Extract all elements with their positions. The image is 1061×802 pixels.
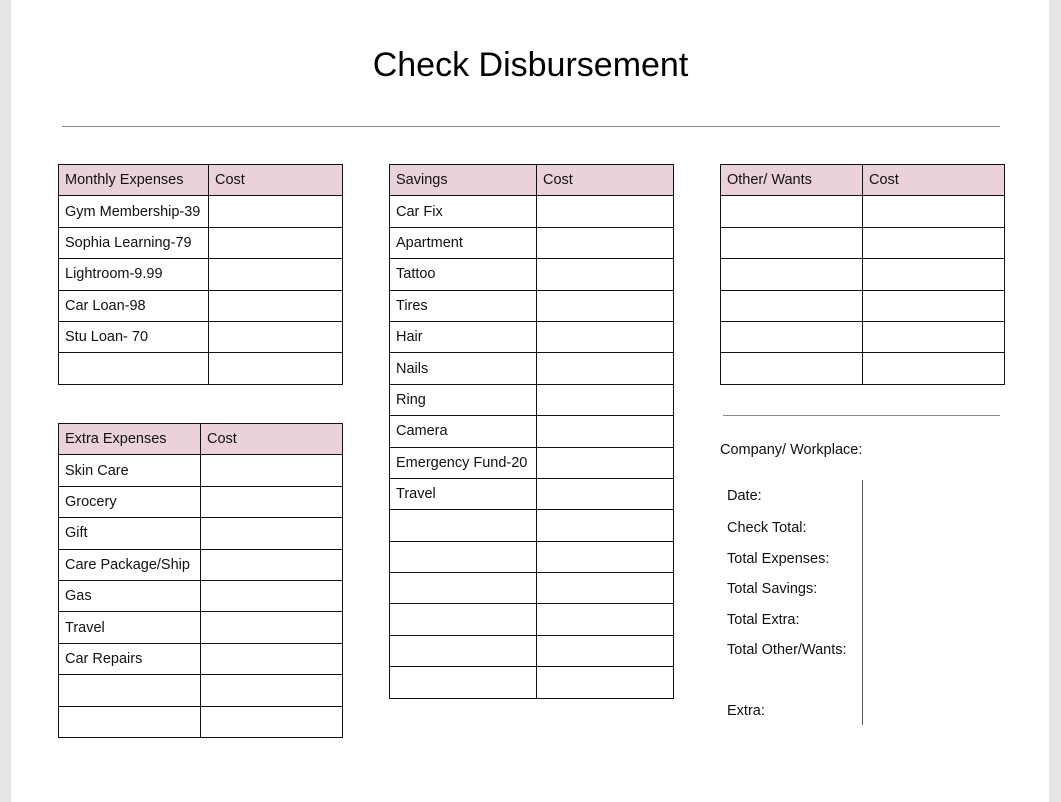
cost-cell[interactable] bbox=[201, 580, 343, 611]
item-cell[interactable]: Camera bbox=[390, 416, 537, 447]
header-cost: Cost bbox=[201, 424, 343, 455]
item-cell[interactable] bbox=[390, 510, 537, 541]
item-cell[interactable]: Car Fix bbox=[390, 196, 537, 227]
table-row bbox=[390, 447, 674, 478]
item-cell[interactable] bbox=[721, 196, 863, 227]
item-cell[interactable]: Car Loan-98 bbox=[59, 290, 209, 321]
cost-cell[interactable] bbox=[863, 321, 1005, 352]
cost-cell[interactable] bbox=[537, 510, 674, 541]
cost-cell[interactable] bbox=[209, 290, 343, 321]
table-row bbox=[390, 541, 674, 572]
table-row bbox=[59, 259, 343, 290]
item-cell[interactable]: Gym Membership-39 bbox=[59, 196, 209, 227]
cost-cell[interactable] bbox=[863, 196, 1005, 227]
item-cell[interactable]: Tattoo bbox=[390, 259, 537, 290]
table-row bbox=[390, 321, 674, 352]
cost-cell[interactable] bbox=[863, 290, 1005, 321]
item-cell[interactable] bbox=[390, 635, 537, 666]
summary-vertical-divider bbox=[862, 480, 863, 725]
header-cost: Cost bbox=[209, 165, 343, 196]
header-cost: Cost bbox=[537, 165, 674, 196]
total-other-label: Total Other/Wants: bbox=[727, 642, 847, 658]
table-row bbox=[721, 196, 1005, 227]
cost-cell[interactable] bbox=[537, 635, 674, 666]
cost-cell[interactable] bbox=[537, 384, 674, 415]
other-wants-table bbox=[720, 164, 1005, 385]
item-cell[interactable] bbox=[721, 227, 863, 258]
item-cell[interactable] bbox=[721, 290, 863, 321]
item-cell[interactable]: Skin Care bbox=[59, 455, 201, 486]
cost-cell[interactable] bbox=[201, 486, 343, 517]
cost-cell[interactable] bbox=[209, 321, 343, 352]
header-item: Other/ Wants bbox=[721, 165, 863, 196]
table-row bbox=[390, 478, 674, 509]
item-cell[interactable] bbox=[721, 321, 863, 352]
table-row bbox=[390, 384, 674, 415]
table-header-row bbox=[59, 165, 343, 196]
item-cell[interactable]: Apartment bbox=[390, 227, 537, 258]
cost-cell[interactable] bbox=[201, 518, 343, 549]
cost-cell[interactable] bbox=[537, 259, 674, 290]
cost-cell[interactable] bbox=[201, 455, 343, 486]
table-row bbox=[721, 290, 1005, 321]
cost-cell[interactable] bbox=[537, 541, 674, 572]
table-row bbox=[390, 604, 674, 635]
table-row bbox=[721, 259, 1005, 290]
summary-divider bbox=[723, 415, 1000, 416]
table-row bbox=[59, 518, 343, 549]
date-label: Date: bbox=[727, 488, 762, 504]
table-row bbox=[59, 643, 343, 674]
cost-cell[interactable] bbox=[201, 549, 343, 580]
item-cell[interactable]: Travel bbox=[59, 612, 201, 643]
cost-cell[interactable] bbox=[201, 675, 343, 706]
check-total-label: Check Total: bbox=[727, 520, 807, 536]
total-extra-label: Total Extra: bbox=[727, 612, 800, 628]
item-cell[interactable]: Nails bbox=[390, 353, 537, 384]
table-row bbox=[59, 486, 343, 517]
table-row bbox=[390, 227, 674, 258]
item-cell[interactable]: Gas bbox=[59, 580, 201, 611]
cost-cell[interactable] bbox=[537, 478, 674, 509]
table-row bbox=[59, 612, 343, 643]
table-row bbox=[59, 321, 343, 352]
cost-cell[interactable] bbox=[537, 573, 674, 604]
cost-cell[interactable] bbox=[537, 447, 674, 478]
header-item: Monthly Expenses bbox=[59, 165, 209, 196]
cost-cell[interactable] bbox=[537, 321, 674, 352]
table-row bbox=[59, 353, 343, 384]
item-cell[interactable] bbox=[721, 259, 863, 290]
cost-cell[interactable] bbox=[863, 353, 1005, 384]
table-row bbox=[59, 549, 343, 580]
item-cell[interactable]: Sophia Learning-79 bbox=[59, 227, 209, 258]
item-cell[interactable]: Care Package/Ship bbox=[59, 549, 201, 580]
extra-expenses-table bbox=[58, 423, 343, 738]
item-cell[interactable]: Travel bbox=[390, 478, 537, 509]
table-row bbox=[390, 290, 674, 321]
item-cell[interactable]: Ring bbox=[390, 384, 537, 415]
cost-cell[interactable] bbox=[201, 612, 343, 643]
table-header-row bbox=[390, 165, 674, 196]
cost-cell[interactable] bbox=[201, 643, 343, 674]
item-cell[interactable] bbox=[390, 573, 537, 604]
cost-cell[interactable] bbox=[863, 227, 1005, 258]
table-row bbox=[390, 573, 674, 604]
total-expenses-label: Total Expenses: bbox=[727, 551, 830, 567]
cost-cell[interactable] bbox=[537, 196, 674, 227]
header-cost: Cost bbox=[863, 165, 1005, 196]
cost-cell[interactable] bbox=[537, 353, 674, 384]
table-row bbox=[390, 353, 674, 384]
table-row bbox=[721, 321, 1005, 352]
table-row bbox=[721, 227, 1005, 258]
item-cell[interactable]: Tires bbox=[390, 290, 537, 321]
cost-cell[interactable] bbox=[209, 196, 343, 227]
cost-cell[interactable] bbox=[537, 290, 674, 321]
item-cell[interactable] bbox=[390, 604, 537, 635]
table-row bbox=[390, 667, 674, 698]
table-header-row bbox=[721, 165, 1005, 196]
table-row bbox=[59, 580, 343, 611]
extra-label: Extra: bbox=[727, 703, 765, 719]
table-row bbox=[390, 416, 674, 447]
item-cell[interactable]: Emergency Fund-20 bbox=[390, 447, 537, 478]
item-cell[interactable]: Grocery bbox=[59, 486, 201, 517]
cost-cell[interactable] bbox=[209, 353, 343, 384]
monthly-expenses-table bbox=[58, 164, 343, 385]
table-row bbox=[59, 227, 343, 258]
cost-cell[interactable] bbox=[201, 706, 343, 737]
table-row bbox=[59, 675, 343, 706]
cost-cell[interactable] bbox=[537, 416, 674, 447]
table-row bbox=[59, 455, 343, 486]
table-row bbox=[390, 635, 674, 666]
item-cell[interactable] bbox=[390, 667, 537, 698]
table-row bbox=[390, 259, 674, 290]
item-cell[interactable] bbox=[59, 706, 201, 737]
cost-cell[interactable] bbox=[537, 227, 674, 258]
cost-cell[interactable] bbox=[863, 259, 1005, 290]
item-cell[interactable] bbox=[390, 541, 537, 572]
table-row bbox=[390, 510, 674, 541]
item-cell[interactable]: Hair bbox=[390, 321, 537, 352]
item-cell[interactable] bbox=[59, 353, 209, 384]
cost-cell[interactable] bbox=[209, 259, 343, 290]
savings-table bbox=[389, 164, 674, 699]
item-cell[interactable]: Stu Loan- 70 bbox=[59, 321, 209, 352]
item-cell[interactable]: Gift bbox=[59, 518, 201, 549]
total-savings-label: Total Savings: bbox=[727, 581, 818, 597]
table-row bbox=[59, 290, 343, 321]
table-row bbox=[721, 353, 1005, 384]
cost-cell[interactable] bbox=[537, 667, 674, 698]
cost-cell[interactable] bbox=[209, 227, 343, 258]
title-divider bbox=[62, 126, 1000, 127]
item-cell[interactable] bbox=[59, 675, 201, 706]
cost-cell[interactable] bbox=[537, 604, 674, 635]
company-label: Company/ Workplace: bbox=[720, 442, 863, 458]
table-header-row bbox=[59, 424, 343, 455]
table-row bbox=[59, 196, 343, 227]
header-item: Extra Expenses bbox=[59, 424, 201, 455]
table-row bbox=[390, 196, 674, 227]
header-item: Savings bbox=[390, 165, 537, 196]
item-cell[interactable]: Car Repairs bbox=[59, 643, 201, 674]
page-title: Check Disbursement bbox=[372, 46, 689, 84]
item-cell[interactable] bbox=[721, 353, 863, 384]
table-row bbox=[59, 706, 343, 737]
item-cell[interactable]: Lightroom-9.99 bbox=[59, 259, 209, 290]
